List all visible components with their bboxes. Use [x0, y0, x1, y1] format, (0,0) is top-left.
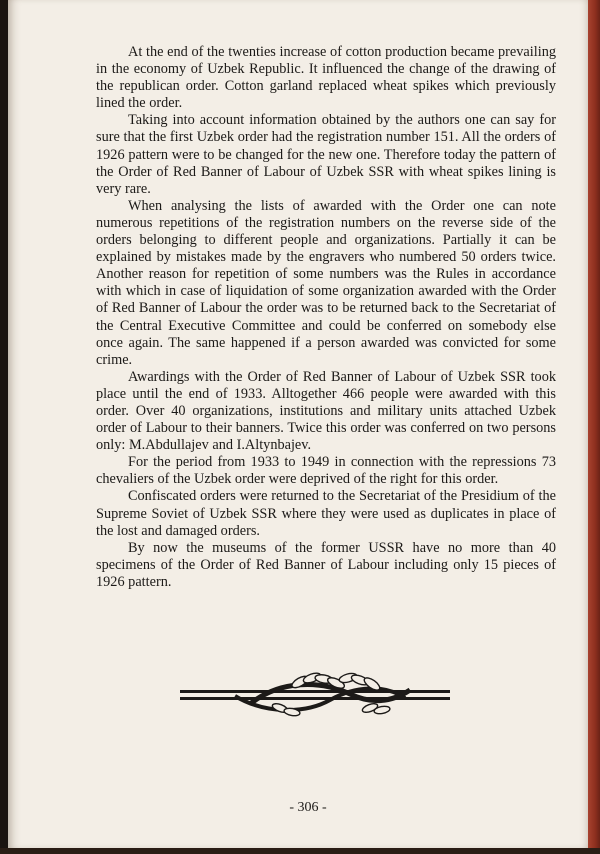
book-spine — [588, 0, 600, 854]
paragraph: For the period from 1933 to 1949 in connection with the repressions 73 chevaliers of the Uzbek order were deprived of the right for this order. — [96, 454, 556, 488]
page-edge — [0, 848, 600, 854]
paragraph: Confiscated orders were returned to the Secretariat of the Presidium of the Supreme Soviet of Uzbek SSR where they were used as duplicates in place of the lost and damaged orders. — [96, 488, 556, 539]
laurel-bar-icon — [180, 670, 450, 718]
paragraph: At the end of the twenties increase of cotton production became prevailing in the economy of Uzbek Republic. It influenced the change of the drawing of the republican order. Cotton garland replaced wheat spikes which previously lined the order. — [96, 44, 556, 112]
page-number: - 306 - — [289, 800, 327, 815]
body-text — [96, 44, 556, 591]
paragraph: Awardings with the Order of Red Banner of Labour of Uzbek SSR took place until the end of 1933. Alltogether 466 people were awarded with this order. Over 40 organizations, institutions and military units attached Uzbek order of Labour to their banners. Twice this order was conferred on two persons only: M.Abdullajev and I.Altynbajev. — [96, 368, 556, 454]
paragraph: By now the museums of the former USSR have no more than 40 specimens of the Order of Red Banner of Labour including only 15 pieces of 1926 pattern. — [96, 539, 556, 590]
paragraph: When analysing the lists of awarded with the Order one can note numerous repetitions of the registration numbers on the reverse side of the orders belonging to different people and organizations. Partially it can be explained by mistakes made by the engravers who numbered 50 orders twice. Another reason for repetition of some numbers was the Rules in accordance with which in case of liquidation of some organization awarded with the Order of Red Banner of Labour the order was to be returned back to the Secretariat of the Central Executive Committee and could be conferred on somebody else once again. The same happened if a person awarded was convicted for some crime. — [96, 197, 556, 368]
paragraph: Taking into account information obtained by the authors one can say for sure that the first Uzbek order had the registration number 151. All the orders of 1926 pattern were to be changed for the new one. Therefore today the pattern of the Order of Red Banner of Labour of Uzbek SSR with wheat spikes lining is very rare. — [96, 112, 556, 197]
book-page — [8, 0, 588, 848]
